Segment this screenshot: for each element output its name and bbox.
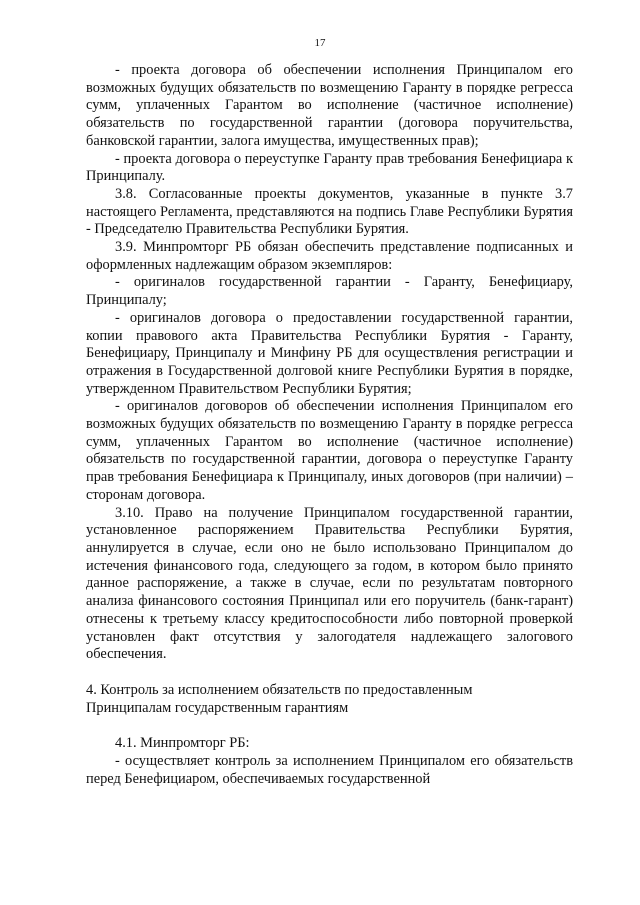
paragraph: - оригиналов договоров об обеспечении исполнения Принципалом его возможных будущих обязательств по возмещению Гаранту в порядке регресса сумм, уплаченных Гарантом во исполнение (частичное исполнение) обязательств по государственной гарантии, договора о переуступке Гаранту прав требования Бенефициара к Принципалу, иных договоров (при наличии) – сторонам договора.	[86, 398, 573, 503]
paragraph: 3.9. Минпромторг РБ обязан обеспечить представление подписанных и оформленных надлежащим образом экземпляров:	[86, 239, 573, 273]
paragraph: 4.1. Минпромторг РБ:	[115, 735, 250, 752]
section-heading-line-1: 4. Контроль за исполнением обязательств по предоставленным	[86, 681, 473, 698]
paragraph: - проекта договора об обеспечении исполнения Принципалом его возможных будущих обязательств по возмещению Гаранту в порядке регресса сумм, уплаченных Гарантом во исполнение (частичное исполнение) обязательств по государственной гарантии (договора поручительства, банковской гарантии, залога имущества, имущественных прав);	[86, 62, 573, 149]
paragraph: 3.8. Согласованные проекты документов, указанные в пункте 3.7 настоящего Регламента, представляются на подпись Главе Республики Бурятия - Председателю Правительства Республики Бурятия.	[86, 185, 573, 238]
section-heading-line-2: Принципалам государственным гарантиям	[86, 699, 349, 716]
paragraph: - проекта договора о переуступке Гаранту прав требования Бенефициара к Принципалу.	[86, 150, 573, 185]
paragraph: - оригиналов договора о предоставлении государственной гарантии, копии правового акта Правительства Республики Бурятия - Гаранту, Бенефициару, Принципалу и Минфину РБ для осуществления регистрации и отражения в Государственной долговой книге Республики Бурятия в порядке, утвержденном Правительством Республики Бурятия;	[86, 309, 573, 397]
paragraph: - оригиналов государственной гарантии - Гаранту, Бенефициару, Принципалу;	[86, 274, 573, 309]
document-body	[86, 62, 573, 788]
paragraph: 3.10. Право на получение Принципалом государственной гарантии, установленное распоряжением Правительства Республики Бурятия, аннулируется в случае, если оно не было использовано Принципалом до истечения финансового года, следующего за годом, в котором было принято данное распоряжение, а также в случае, если по результатам повторного анализа финансового состояния Принципал или его поручитель (банк-гарант) отнесены к третьему классу кредитоспособности либо повторной проверкой установлен факт отсутствия у залогодателя надлежащего залогового обеспечения.	[86, 504, 573, 663]
paragraph: - осуществляет контроль за исполнением Принципалом его обязательств перед Бенефициаром, обеспечиваемых государственной	[86, 753, 573, 787]
page-number: 17	[314, 37, 326, 49]
